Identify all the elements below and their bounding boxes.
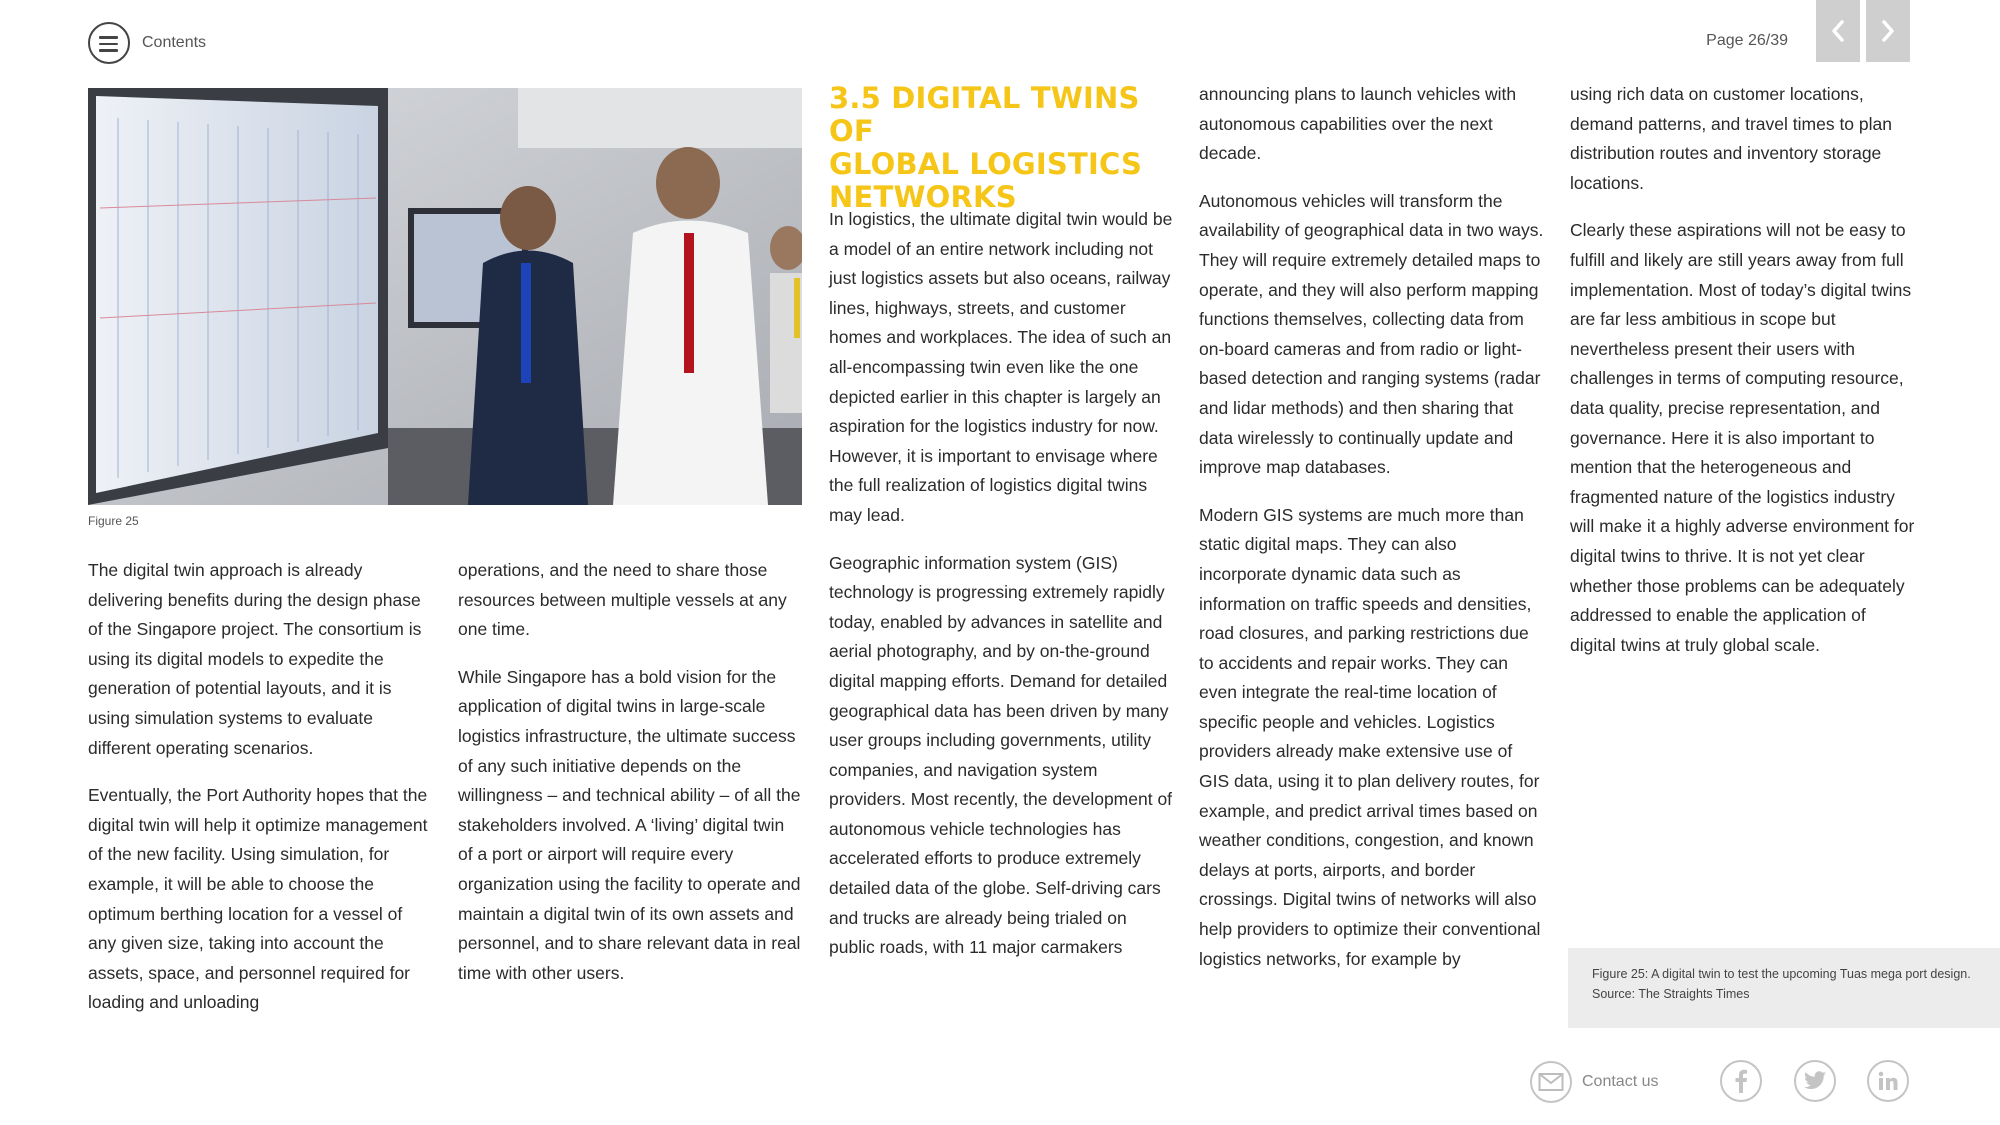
figure-photo <box>88 88 802 505</box>
facebook-icon <box>1720 1060 1762 1102</box>
heading-line: 3.5 DIGITAL TWINS OF <box>829 81 1140 148</box>
paragraph: Modern GIS systems are much more than static digital maps. They can also incorporate dynamic data such as information on traffic speeds and densities, road closures, and parking restrictions due to accidents and repair works. They can even integrate the real-time location of specific people and vehicles. Logistics providers already make extensive use of GIS data, using it to plan delivery routes, for example, and predict arrival times based on weather conditions, congestion, and known delays at ports, airports, and border crossings. Digital twins of networks will also help providers to optimize their conventional logistics networks, for example by <box>1199 504 1541 969</box>
twitter-button[interactable] <box>1794 1060 1836 1102</box>
page-indicator: Page 26/39 <box>1706 32 1788 49</box>
heading-line: NETWORKS <box>829 180 1017 214</box>
chevron-left-icon <box>1829 19 1847 43</box>
previous-page-button[interactable] <box>1816 0 1860 62</box>
section-heading <box>829 82 1174 214</box>
chevron-right-icon <box>1879 19 1897 43</box>
text-column-1 <box>88 556 433 1036</box>
linkedin-button[interactable] <box>1867 1060 1909 1102</box>
hamburger-menu-icon <box>88 22 130 64</box>
contact-us-label: Contact us <box>1582 1073 1659 1090</box>
next-page-button[interactable] <box>1866 0 1910 62</box>
heading-line: GLOBAL LOGISTICS <box>829 147 1143 181</box>
figure-label: Figure 25 <box>88 514 139 528</box>
contents-label: Contents <box>142 34 207 51</box>
text-column-3 <box>829 205 1174 981</box>
paragraph: operations, and the need to share those resources between multiple vessels at any one time. <box>458 560 787 640</box>
text-column-4 <box>1199 80 1544 992</box>
twitter-icon <box>1794 1060 1836 1102</box>
text-column-5 <box>1570 80 1915 678</box>
paragraph: While Singapore has a bold vision for the application of digital twins in large-scale logistics infrastructure, the ultimate success of any such initiative depends on the willingness – and technical ability – of all the stakeholders involved. A ‘living’ digital twin of a port or airport will require every organization using the facility to operate and maintain a digital twin of its own assets and personnel, and to share relevant data in real time with other users. <box>458 666 801 983</box>
paragraph: announcing plans to launch vehicles with autonomous capabilities over the next decade. <box>1199 84 1517 164</box>
facebook-button[interactable] <box>1720 1060 1762 1102</box>
paragraph: The digital twin approach is already delivering benefits during the design phase of the Singapore project. The consortium is using its digital models to expedite the generation of potential layouts, and it is using simulation systems to evaluate different operating scenarios. <box>88 560 422 758</box>
paragraph: Geographic information system (GIS) technology is progressing extremely rapidly today, enabled by advances in satellite and aerial photography, and by on-the-ground digital mapping efforts. Demand for detailed geographical data has been driven by many user groups including governments, utility companies, and navigation system providers. Most recently, the development of autonomous vehicle technologies has accelerated efforts to produce extremely detailed data of the globe. Self-driving cars and trucks are already being trialed on public roads, with 11 major carmakers <box>829 552 1173 958</box>
envelope-icon <box>1530 1061 1572 1103</box>
contact-us-button[interactable] <box>1530 1060 1658 1104</box>
paragraph: Clearly these aspirations will not be easy to fulfill and likely are still years away from full implementation. Most of today’s digital twins are far less ambitious in scope but nevertheless present their users with challenges in terms of computing resource, data quality, precise representation, and governance. Here it is also important to mention that the heterogeneous and fragmented nature of the logistics industry will make it a highly adverse environment for digital twins to thrive. It is not yet clear whether those problems can be adequately addressed to enable the application of digital twins at truly global scale. <box>1570 220 1915 655</box>
digital-twin-photo-illustration <box>88 88 802 505</box>
paragraph: Autonomous vehicles will transform the availability of geographical data in two ways. They will require extremely detailed maps to operate, and they will also perform mapping functions themselves, collecting data from on-board cameras and from radio or light-based detection and ranging systems (radar and lidar methods) and then sharing that data wirelessly to continually update and improve map databases. <box>1199 190 1544 478</box>
paragraph: Eventually, the Port Authority hopes that the digital twin will help it optimize management of the new facility. Using simulation, for example, it will be able to choose the optimum berthing location for a vessel of any given size, taking into account the assets, space, and personnel required for loading and unloading <box>88 785 428 1013</box>
figure-caption: Figure 25: A digital twin to test the upcoming Tuas mega port design. Source: The Straights Times <box>1568 948 2000 1028</box>
linkedin-icon <box>1867 1060 1909 1102</box>
paragraph: using rich data on customer locations, demand patterns, and travel times to plan distribution routes and inventory storage locations. <box>1570 84 1892 193</box>
contents-button[interactable] <box>88 20 206 66</box>
text-column-2 <box>458 556 803 1006</box>
paragraph: In logistics, the ultimate digital twin would be a model of an entire network including not just logistics assets but also oceans, railway lines, highways, streets, and customer homes and workplaces. The idea of such an all-encompassing twin even like the one depicted earlier in this chapter is largely an aspiration for the logistics industry for now. However, it is important to envisage where the full realization of logistics digital twins may lead. <box>829 209 1173 525</box>
